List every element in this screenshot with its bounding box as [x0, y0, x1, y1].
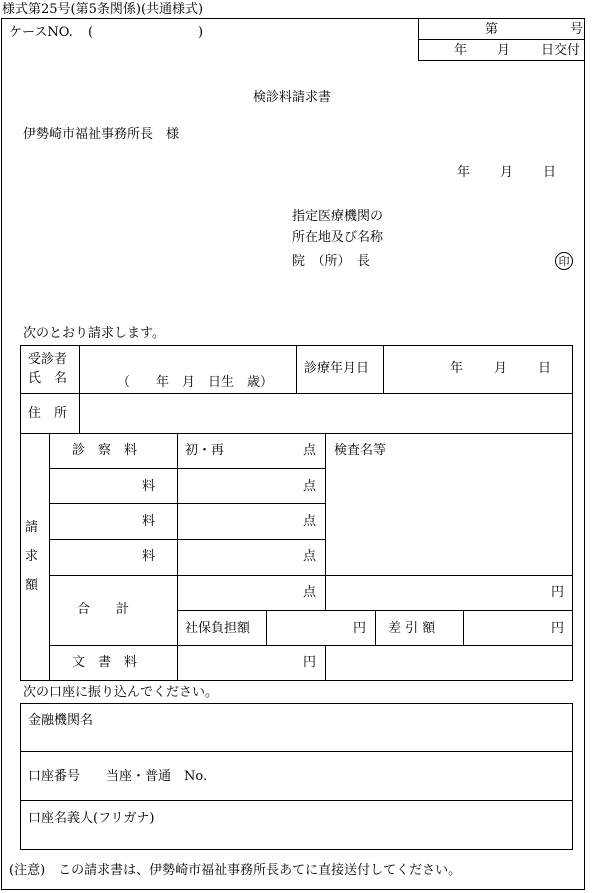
balance-label: 差 引 額 [388, 621, 436, 636]
document-title: 検診料請求書 [253, 90, 332, 105]
address-row-bottom [20, 433, 573, 434]
account-number-label: 口座番号 当座・普通 No. [28, 769, 208, 784]
address-label: 住 所 [28, 406, 68, 421]
billing-row-line-2 [49, 503, 325, 504]
insurance-row-top [177, 610, 573, 611]
issue-day: 日交付 [541, 43, 581, 58]
claim-table [20, 345, 573, 681]
exam-fee-unit: 点 [303, 443, 317, 458]
balance-unit: 円 [551, 621, 565, 636]
form-number: 様式第25号(第5条関係)(共通様式) [2, 2, 204, 17]
patient-name-divider [296, 345, 297, 393]
balance-divider [463, 610, 464, 645]
bank-row-line-1 [20, 751, 573, 752]
patient-label-divider [79, 345, 80, 433]
exam-names-label: 検査名等 [334, 443, 387, 458]
fee-row-4-label: 料 [142, 549, 156, 564]
request-year: 年 [457, 165, 471, 180]
exam-date-day: 日 [538, 361, 552, 376]
account-holder-label: 口座名義人(フリガナ) [28, 811, 155, 826]
billing-label-2: 求 [25, 549, 39, 564]
bank-name-label: 金融機関名 [28, 713, 94, 728]
patient-label-line2: 氏 名 [28, 371, 68, 386]
bank-row-line-2 [20, 800, 573, 801]
document-number-divider [418, 39, 585, 40]
billing-row-line-1 [49, 468, 325, 469]
recipient: 伊勢崎市福祉事務所長 様 [23, 127, 180, 142]
seal-icon: 印 [555, 252, 573, 270]
exam-date-label: 診療年月日 [304, 361, 370, 376]
patient-row-bottom [20, 393, 573, 394]
billing-label-1: 請 [25, 520, 39, 535]
exam-fee-label: 診 察 料 [72, 443, 138, 458]
request-day: 日 [543, 165, 557, 180]
document-fee-unit: 円 [303, 655, 317, 670]
billing-row-line-3 [49, 539, 325, 540]
exam-date-year: 年 [450, 361, 464, 376]
case-no-label: ケースNO. [9, 25, 73, 40]
document-number-dai: 第 [485, 22, 499, 37]
fee-row-3-label: 料 [142, 514, 156, 529]
director-label: 院 （所） 長 [292, 254, 371, 269]
insurance-unit: 円 [353, 621, 367, 636]
document-fee-divider [325, 645, 326, 681]
note-text: (注意) この請求書は、伊勢崎市福祉事務所長あてに直接送付してください。 [9, 863, 462, 878]
total-yen-unit: 円 [551, 585, 565, 600]
patient-birthdate: （ 年 月 日生 歳） [117, 375, 274, 390]
case-no-open-paren: ( [88, 25, 94, 40]
total-row-top [49, 575, 573, 576]
item-divider [177, 433, 178, 681]
fee-row-2-unit: 点 [303, 479, 317, 494]
institution-line2: 所在地及び名称 [292, 230, 384, 245]
intro-text: 次のとおり請求します。 [23, 326, 165, 341]
exam-date-divider [383, 345, 384, 393]
fee-row-4-unit: 点 [303, 549, 317, 564]
request-month: 月 [500, 165, 514, 180]
patient-label-line1: 受診者 [28, 352, 68, 367]
document-number-go: 号 [570, 22, 584, 37]
transfer-intro: 次の口座に振り込んでください。 [23, 685, 219, 700]
balance-left-divider [375, 610, 376, 645]
fee-row-3-unit: 点 [303, 514, 317, 529]
exam-fee-prefix: 初・再 [185, 443, 225, 458]
document-fee-label: 文 書 料 [72, 655, 138, 670]
total-points-unit: 点 [303, 585, 317, 600]
insurance-divider [266, 610, 267, 645]
document-fee-row-top [49, 645, 573, 646]
case-no-close-paren: ) [198, 25, 204, 40]
insurance-label: 社保負担額 [185, 621, 251, 636]
billing-label-divider [49, 433, 50, 681]
fee-row-2-label: 料 [142, 479, 156, 494]
billing-label-3: 額 [25, 578, 39, 593]
exam-date-month: 月 [494, 361, 508, 376]
case-no-field[interactable] [100, 26, 195, 40]
institution-line1: 指定医療機関の [292, 209, 384, 224]
issue-month: 月 [497, 43, 511, 58]
points-divider [325, 433, 326, 610]
issue-year: 年 [454, 43, 468, 58]
total-label: 合 計 [77, 602, 130, 617]
